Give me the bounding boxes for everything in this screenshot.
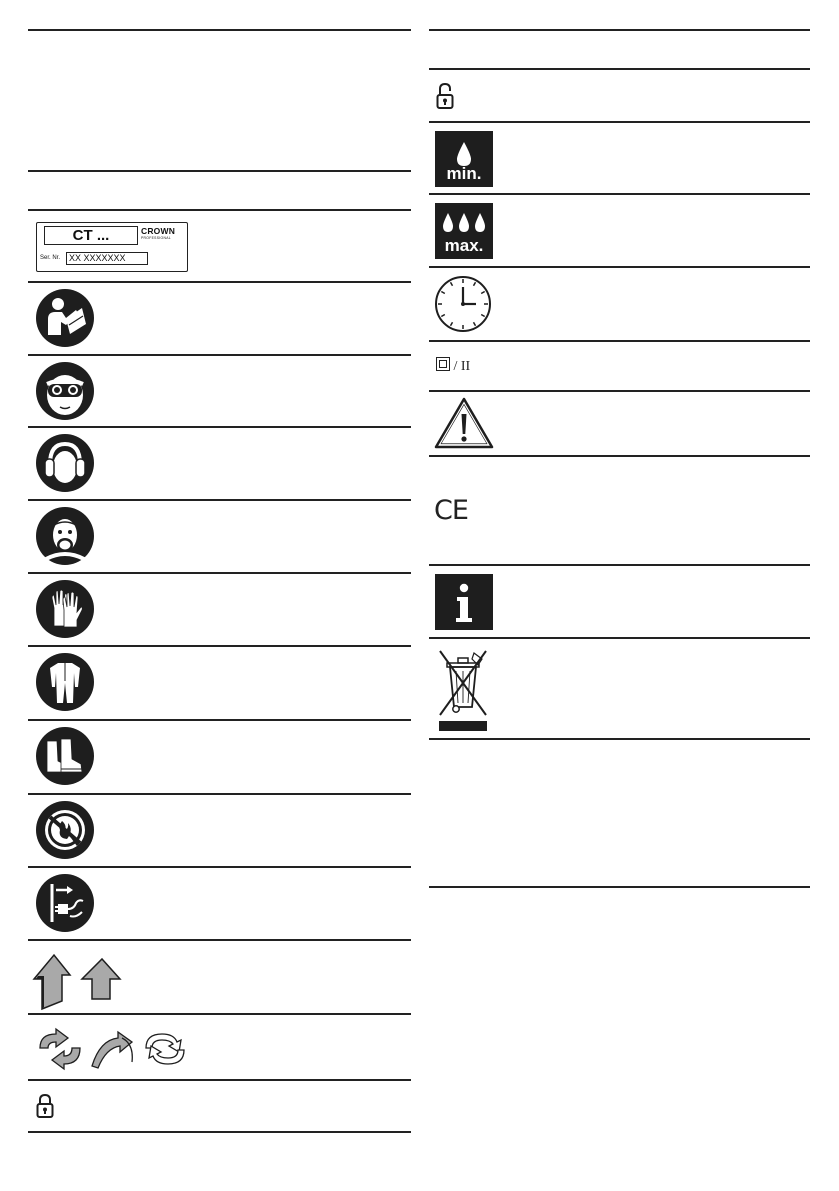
dust-mask-icon xyxy=(36,507,94,565)
symbol-row-gloves xyxy=(28,574,411,646)
padlock-unlocked-icon xyxy=(436,82,454,110)
min-label: min. xyxy=(446,164,482,183)
symbol-row-ce-mark xyxy=(429,457,810,563)
class-ii-icon xyxy=(436,357,470,375)
symbol-row-unplug xyxy=(28,868,411,940)
symbol-row-up-arrows xyxy=(28,941,411,1013)
symbol-row-clock xyxy=(429,268,810,340)
symbol-row-protective-clothing xyxy=(28,647,411,719)
plate-serial: Ser. Nr. XX XXXXXXX xyxy=(40,252,183,265)
plate-model: CT ... xyxy=(44,226,138,245)
max-level-icon xyxy=(435,203,493,259)
protective-clothing-icon xyxy=(36,653,94,711)
divider xyxy=(28,29,411,31)
divider xyxy=(429,738,810,740)
symbol-row-weee xyxy=(429,639,810,737)
divider xyxy=(429,886,810,888)
rating-plate-icon xyxy=(36,222,188,272)
symbol-row-ear-protection xyxy=(28,428,411,500)
protective-gloves-icon xyxy=(36,580,94,638)
symbol-row-rating-plate xyxy=(28,211,411,281)
symbol-row-rotation-arrows xyxy=(28,1015,411,1080)
read-manual-icon xyxy=(36,289,94,347)
symbol-row-max-level xyxy=(429,195,810,265)
double-square-icon xyxy=(436,357,450,371)
up-arrows-icon xyxy=(32,949,122,1011)
plate-brand: CROWN PROFESSIONAL xyxy=(141,226,176,240)
ear-protection-icon xyxy=(36,434,94,492)
warning-triangle-icon xyxy=(433,396,495,450)
symbol-row-no-open-flame xyxy=(28,795,411,867)
symbol-row-dust-mask xyxy=(28,501,411,573)
safety-goggles-icon xyxy=(36,362,94,420)
symbol-row-class-ii xyxy=(429,342,810,390)
symbol-row-padlock-locked xyxy=(28,1081,411,1131)
symbol-row-min-level xyxy=(429,123,810,193)
weee-bin-icon xyxy=(434,645,492,733)
clock-icon xyxy=(433,274,493,334)
padlock-locked-icon xyxy=(36,1093,54,1119)
symbol-row-goggles xyxy=(28,356,411,428)
symbol-row-read-manual xyxy=(28,283,411,355)
unplug-before-service-icon xyxy=(36,874,94,932)
max-label: max. xyxy=(444,236,484,255)
info-icon xyxy=(435,574,493,630)
min-level-icon xyxy=(435,131,493,187)
divider xyxy=(28,1131,411,1133)
divider xyxy=(429,29,810,31)
divider xyxy=(28,170,411,172)
symbol-row-info xyxy=(429,566,810,636)
class-ii-label: / II xyxy=(453,359,471,374)
safety-boots-icon xyxy=(36,727,94,785)
no-open-flame-icon xyxy=(36,801,94,859)
ce-mark-icon: CE xyxy=(434,495,468,526)
symbol-row-safety-boots xyxy=(28,721,411,793)
symbol-row-padlock-unlocked xyxy=(429,70,810,122)
rotation-arrows-icon xyxy=(34,1026,194,1072)
symbol-row-warning xyxy=(429,392,810,454)
